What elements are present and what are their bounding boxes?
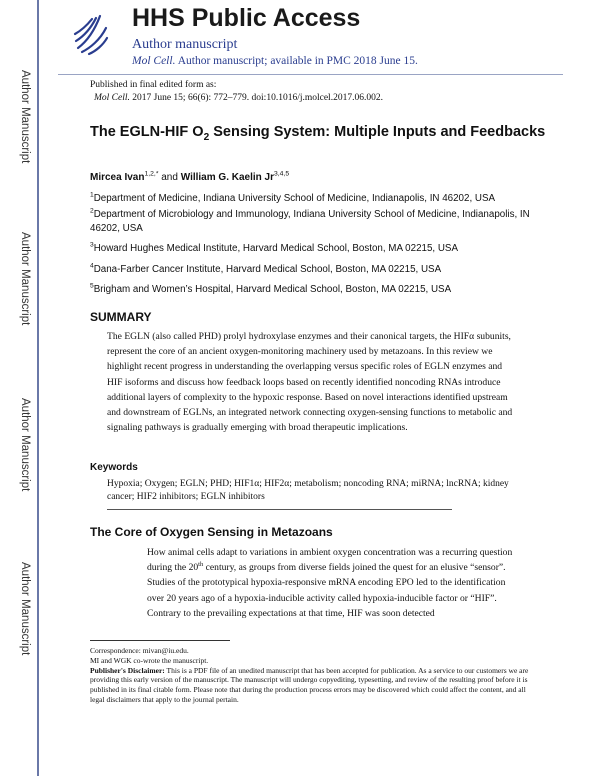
author-2-affil: 3,4,5 xyxy=(274,170,290,178)
footnote-rule xyxy=(90,640,230,641)
section-body-text: How animal cells adapt to variations in ambient oxygen concentration was a recurring question during the 20th century, as groups from diverse fields joined the quest for an elusive “sensor”. Studies of the prototypical hypoxia-responsive mRNA encoding EPO led to the identification over 20 years ago of a hypoxia-inducible activity called hypoxia-inducible factor or “HIF”. Contrary to the prevailing expectations at that time, HIF was soon detected xyxy=(147,547,513,619)
contribution-note: MI and WGK co-wrote the manuscript. xyxy=(90,655,209,665)
author-manuscript-subtitle: Author manuscript xyxy=(132,37,238,52)
journal-availability-line xyxy=(132,55,418,67)
header-rule xyxy=(58,74,563,75)
hhs-title: HHS Public Access xyxy=(132,4,361,32)
availability-text: Author manuscript; available in PMC 2018 June 15. xyxy=(175,55,418,67)
citation-journal: Mol Cell. xyxy=(94,92,130,103)
keywords-heading: Keywords xyxy=(90,462,138,473)
section-heading: The Core of Oxygen Sensing in Metazoans xyxy=(90,525,333,539)
left-margin-rule xyxy=(37,0,39,776)
author-list: Mircea Ivan$^{1,2,*}$ and William G. Kaelin Jr$^{3,4,5}$ xyxy=(90,170,290,183)
article-title: The EGLN-HIF $O_2$ Sensing System: Multiple Inputs and Feedbacks xyxy=(90,124,546,143)
footnotes xyxy=(90,646,530,705)
side-label-2: Author Manuscript xyxy=(19,232,31,326)
summary-text: The EGLN (also called PHD) prolyl hydroxylase enzymes and their canonical targets, the HIFα subunits, represent the core of an ancient oxygen-monitoring machinery used by metazoans. In this review we highlight recent progress in understanding the overlapping versus specific roles of EGLN enzymes and HIF isoforms and discuss how feedback loops based on recently identified noncoding RNAs introduce additional layers of complexity to the hypoxic response. Based on novel interactions identified upstream and downstream of EGLNs, an integrated network connecting oxygen-sensing functions to metabolic and signaling pathways is gradually emerging with broad therapeutic implications. xyxy=(107,331,513,434)
journal-name: Mol Cell. xyxy=(132,55,176,67)
affiliation-2: $^2$Department of Microbiology and Immunology, Indiana University School of Medicine, Indianapolis, IN 46202, USA xyxy=(90,207,530,234)
summary-heading: SUMMARY xyxy=(90,310,152,324)
publication-info xyxy=(90,79,383,104)
affiliation-5: $^5$Brigham and Women’s Hospital, Harvard Medical School, Boston, MA 02215, USA xyxy=(90,282,452,295)
side-label-4: Author Manuscript xyxy=(19,562,31,656)
author-2: William G. Kaelin Jr xyxy=(180,172,274,183)
affiliation-3: $^3$Howard Hughes Medical Institute, Harvard Medical School, Boston, MA 02215, USA xyxy=(90,241,459,254)
keywords-text: Hypoxia; Oxygen; EGLN; PHD; HIF1α; HIF2α; metabolism; noncoding RNA; miRNA; lncRNA; kidney cancer; HIF2 inhibitors; EGLN inhibitors xyxy=(107,479,509,502)
citation-line xyxy=(90,92,383,105)
citation-details: 2017 June 15; 66(6): 772–779. doi:10.1016/j.molcel.2017.06.002. xyxy=(129,92,383,103)
correspondence-note: Correspondence: mivan@iu.edu. xyxy=(90,646,189,655)
hhs-eagle-logo-icon xyxy=(72,8,110,56)
keywords-rule xyxy=(107,509,452,510)
side-label-1: Author Manuscript xyxy=(19,70,31,164)
published-label: Published in final edited form as: xyxy=(90,80,217,90)
publisher-disclaimer: Publisher's Disclaimer: This is a PDF file of an unedited manuscript that has been accepted for publication. As a service to our customers we are providing this early version of the manuscript. The manuscript will undergo copyediting, typesetting, and review of the resulting proof before it is published in its final citable form. Please note that during the production process errors may be discovered which could affect the content, and all legal disclaimers that apply to the journal pertain. xyxy=(90,665,529,704)
author-1: Mircea Ivan xyxy=(90,172,145,183)
affiliation-1: $^1$Department of Medicine, Indiana University School of Medicine, Indianapolis, IN 46202, USA xyxy=(90,191,496,204)
affiliation-4: $^4$Dana-Farber Cancer Institute, Harvard Medical School, Boston, MA 02215, USA xyxy=(90,262,442,275)
author-1-affil: 1,2,* xyxy=(144,170,159,178)
side-label-3: Author Manuscript xyxy=(19,398,31,492)
